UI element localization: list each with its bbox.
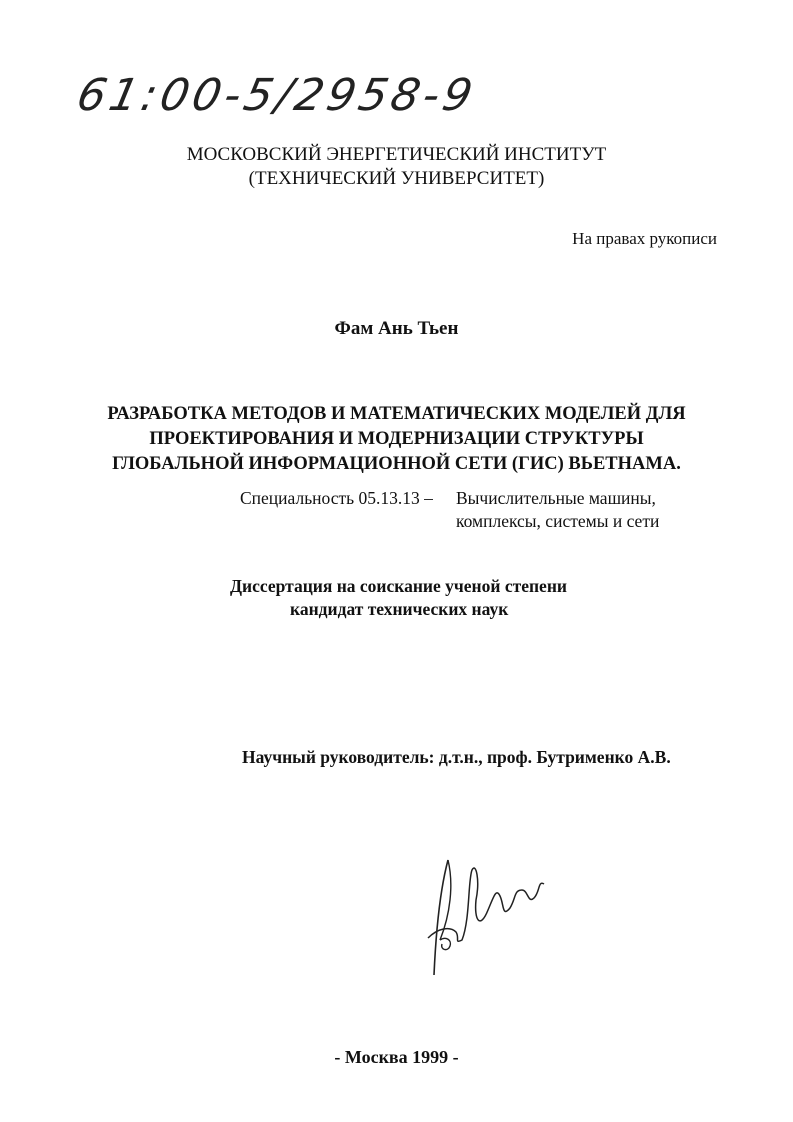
specialty-name-line-1: Вычислительные машины, <box>456 488 656 508</box>
supervisor: Научный руководитель: д.т.н., проф. Бутрименко А.В. <box>242 747 671 767</box>
dissertation-title-line-2: ПРОЕКТИРОВАНИЯ И МОДЕРНИЗАЦИИ СТРУКТУРЫ <box>149 429 644 449</box>
specialty-label: Специальность 05.13.13 – <box>240 488 433 508</box>
degree-line-2: кандидат технических наук <box>290 599 509 619</box>
author-name: Фам Ань Тьен <box>334 318 459 339</box>
dissertation-title-line-1: РАЗРАБОТКА МЕТОДОВ И МАТЕМАТИЧЕСКИХ МОДЕЛЕЙ ДЛЯ <box>107 404 686 424</box>
dissertation-title-line-3: ГЛОБАЛЬНОЙ ИНФОРМАЦИОННОЙ СЕТИ (ГИС) ВЬЕТНАМА. <box>112 454 681 474</box>
signature-image <box>410 840 560 990</box>
institute-name: МОСКОВСКИЙ ЭНЕРГЕТИЧЕСКИЙ ИНСТИТУТ <box>186 144 607 165</box>
specialty-name-line-2: комплексы, системы и сети <box>456 511 660 531</box>
archive-number-handwritten: 61:00-5/2958-9 <box>72 70 481 121</box>
city-year: - Москва 1999 - <box>334 1047 459 1067</box>
rights-notice: На правах рукописи <box>572 229 717 248</box>
degree-line-1: Диссертация на соискание ученой степени <box>230 576 567 596</box>
institute-subtitle: (ТЕХНИЧЕСКИЙ УНИВЕРСИТЕТ) <box>248 168 545 189</box>
